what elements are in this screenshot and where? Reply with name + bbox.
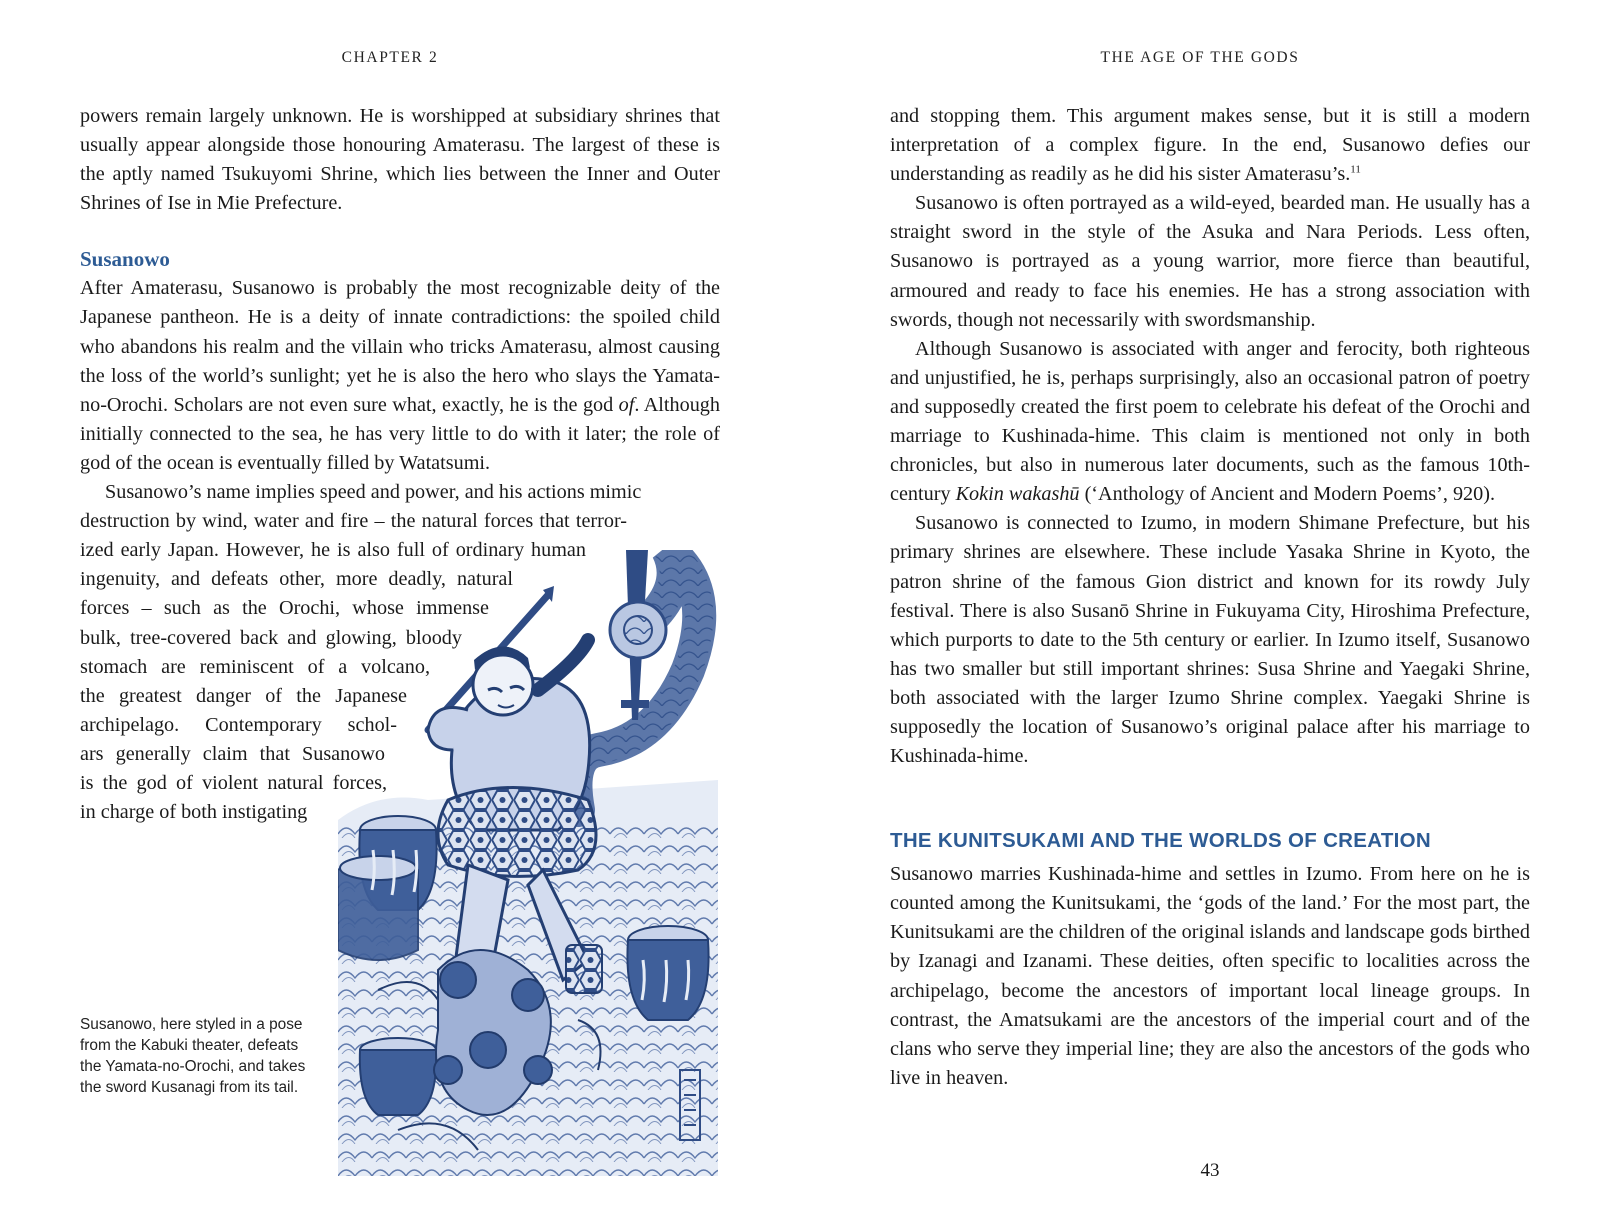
right-page-body bbox=[890, 102, 1530, 1093]
paragraph: powers remain largely unknown. He is worshipped at subsidiary shrines that usually appear alongside those honouring Amaterasu. The largest of these is the aptly named Tsukuyomi Shrine, which lies between the Inner and Outer Shrines of Ise in Mie Prefecture. bbox=[80, 105, 720, 215]
paragraph-text: After Amaterasu, Susanowo is probably the most recognizable deity of the Japanese pantheon. He is a deity of innate contradictions: the spoiled child who abandons his realm and the villain who tricks Amaterasu, almost causing the loss of the world’s sunlight; yet he is also the hero who slays the Yamata-no-Orochi. Scholars are not even sure what, exactly, he is the god bbox=[80, 277, 720, 416]
susanowo-woodblock-illustration bbox=[338, 550, 718, 1176]
text-line: in charge of both instigating bbox=[80, 801, 308, 824]
paragraph-text: . Although initially connected to the sea, he has very little to do with it later; the role of god of the ocean is eventually filled by Watatsumi. bbox=[80, 393, 720, 474]
italic-text: of bbox=[618, 393, 635, 416]
paragraph: Susanowo is connected to Izumo, in modern Shimane Prefecture, but his primary shrines are elsewhere. These include Yasaka Shrine in Kyoto, the patron shrine of the famous Gion district and known for its rowdy July festival. There is also Susanō Shrine in Fukuyama City, Hiroshima Prefecture, which purports to date to the 5th century or earlier. In Izumo itself, Susanowo has two smaller but still important shrines: Susa Shrine and Yaegaki Shrine, both associated with the larger Izumo Shrine complex. Yaegaki Shrine is supposedly the location of Susanowo’s original palace after his marriage to Kushinada-hime. bbox=[890, 512, 1530, 768]
illustration-svg bbox=[338, 550, 718, 1176]
paragraph-text: (‘Anthology of Ancient and Modern Poems’, 920). bbox=[1079, 483, 1495, 506]
paragraph: Susanowo’s name implies speed and power, and his actions mimic bbox=[105, 481, 642, 504]
footnote-marker: 11 bbox=[1350, 163, 1361, 176]
text-line: bulk, tree-covered back and glowing, bloody bbox=[80, 626, 462, 649]
section-heading-susanowo: Susanowo bbox=[80, 247, 170, 272]
right-page bbox=[800, 0, 1600, 1216]
running-head-left: CHAPTER 2 bbox=[341, 49, 439, 66]
text-line: stomach are reminiscent of a volcano, bbox=[80, 655, 430, 678]
paragraph-text: and stopping them. This argument makes sense, but it is still a modern interpretation of a complex figure. In the end, Susanowo defies our understanding as readily as he did his sister Amaterasu’s. bbox=[890, 105, 1530, 186]
text-line: is the god of violent natural forces, bbox=[80, 771, 387, 794]
paragraph: Susanowo is often portrayed as a wild-eyed, bearded man. He usually has a straight sword in the style of the Asuka and Nara Periods. Less often, Susanowo is portrayed as a young warrior, more fierce than beautiful, armoured and ready to face his enemies. He has a strong association with swords, though not necessarily with swordsmanship. bbox=[890, 192, 1530, 331]
paragraph bbox=[890, 335, 1530, 510]
paragraph: Susanowo marries Kushinada-hime and settles in Izumo. From here on he is counted among the Kunitsukami, the ‘gods of the land.’ For the most part, the Kunitsukami are the children of the original islands and landscape gods birthed by Izanagi and Izanami. These deities, often specific to localities across the archipelago, become the ancestors of important local lineage groups. In contrast, the Amatsukami are the ancestors of the imperial court and of the clans who serve they imperial line; they are also the ancestors of the gods who live in heaven. bbox=[890, 863, 1530, 1089]
text-line: ized early Japan. However, he is also full of ordinary human bbox=[80, 539, 586, 562]
italic-title: Kokin wakashū bbox=[955, 483, 1080, 506]
paragraph bbox=[80, 274, 720, 478]
text-line: ingenuity, and defeats other, more deadly, natural bbox=[80, 568, 513, 591]
paragraph bbox=[890, 102, 1530, 189]
text-line: the greatest danger of the Japanese bbox=[80, 684, 407, 707]
page-number: 43 bbox=[1200, 1160, 1220, 1181]
section-heading-kunitsukami: THE KUNITSUKAMI AND THE WORLDS OF CREATION bbox=[890, 829, 1432, 853]
text-line: forces – such as the Orochi, whose immense bbox=[80, 597, 489, 620]
figure-caption: Susanowo, here styled in a pose from the Kabuki theater, defeats the Yamata-no-Orochi, and takes the sword Kusanagi from its tail. bbox=[80, 1016, 306, 1096]
running-head-right: THE AGE OF THE GODS bbox=[1100, 49, 1300, 66]
text-line: destruction by wind, water and fire – the natural forces that terror- bbox=[80, 510, 627, 533]
paragraph-text: Although Susanowo is associated with anger and ferocity, both righteous and unjustified, he is, perhaps surprisingly, also an occasional patron of poetry and supposedly created the first poem to celebrate his defeat of the Orochi and marriage to Kushinada-hime. This claim is mentioned not only in both chronicles, but also in numerous later documents, such as the famous 10th-century bbox=[890, 337, 1530, 506]
text-line: archipelago. Contemporary schol- bbox=[80, 713, 397, 736]
text-line: ars generally claim that Susanowo bbox=[80, 742, 385, 765]
